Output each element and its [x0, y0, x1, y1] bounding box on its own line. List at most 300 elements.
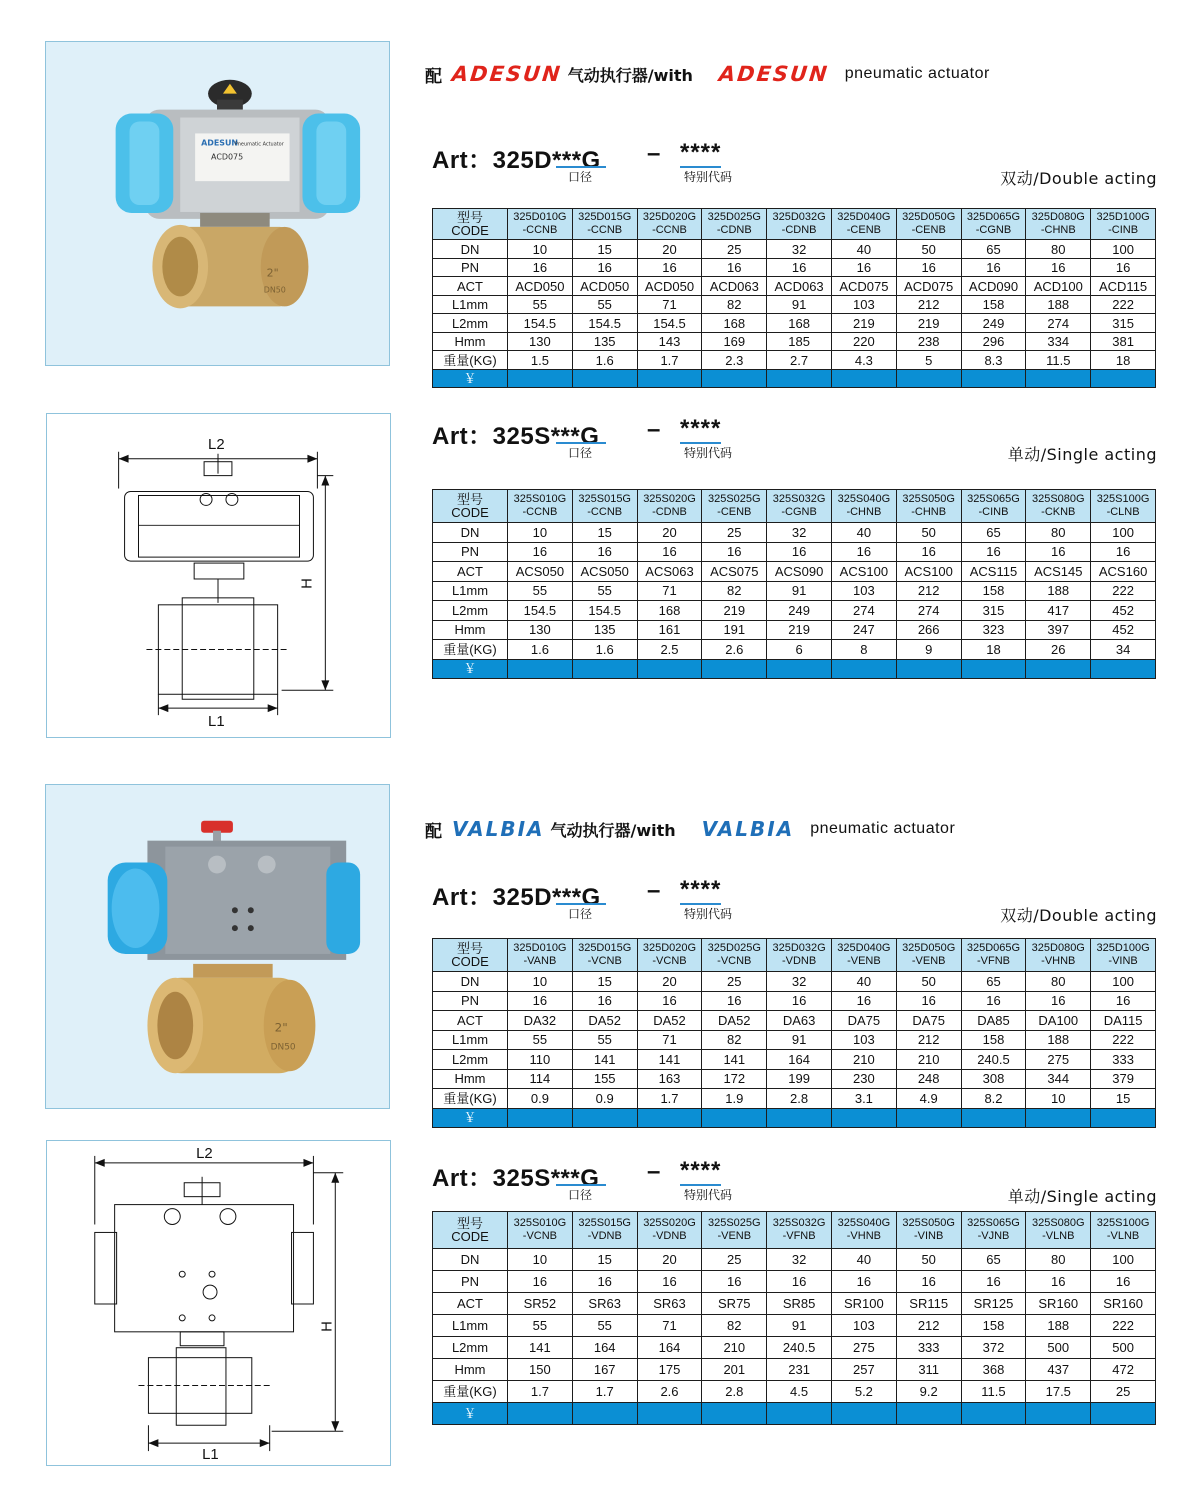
table-cell: 141 [572, 1050, 637, 1070]
code-header: 型号 CODE [433, 939, 508, 972]
price-cell [1091, 1108, 1156, 1128]
row-label: ACT [433, 1011, 508, 1031]
table-cell: 210 [702, 1337, 767, 1359]
table-cell: 50 [896, 523, 961, 543]
table-row [433, 523, 1156, 543]
table-cell: ACD115 [1091, 277, 1156, 296]
price-cell [572, 369, 637, 388]
table-cell: 154.5 [508, 601, 573, 621]
table-cell: 2.5 [637, 640, 702, 660]
table-cell: 65 [961, 1249, 1026, 1271]
spec-table-1 [432, 208, 1156, 388]
price-cell [1091, 659, 1156, 679]
dim-label-l1: L1 [208, 714, 225, 731]
table-cell: 16 [572, 542, 637, 562]
table-row [433, 258, 1156, 277]
code-cell: 325D040G -VENB [831, 939, 896, 972]
table-cell: 71 [637, 1315, 702, 1337]
table-cell: 16 [1026, 991, 1091, 1011]
table-row [433, 1359, 1156, 1381]
adesun-logo: ADESUN [450, 62, 564, 86]
price-cell [1026, 369, 1091, 388]
table-cell: 16 [896, 991, 961, 1011]
table-cell: 210 [896, 1050, 961, 1070]
table-cell: 16 [508, 542, 573, 562]
table-cell: 334 [1026, 332, 1091, 351]
table-cell: SR63 [572, 1293, 637, 1315]
table-cell: 1.7 [572, 1381, 637, 1403]
table-cell: 25 [702, 972, 767, 992]
table-cell: SR100 [831, 1293, 896, 1315]
table-cell: 16 [1091, 258, 1156, 277]
table-cell: 2.7 [767, 351, 832, 370]
table-cell: ACD063 [767, 277, 832, 296]
table-cell: 71 [637, 581, 702, 601]
table-cell: ACD075 [896, 277, 961, 296]
table-cell: 212 [896, 581, 961, 601]
code-cell: 325D040G -CENB [831, 209, 896, 240]
dim-label-h: H [319, 1321, 336, 1332]
row-label: 重量(KG) [433, 640, 508, 660]
table-row [433, 542, 1156, 562]
code-cell: 325D020G -VCNB [637, 939, 702, 972]
table-cell: 168 [767, 314, 832, 333]
table-row [433, 332, 1156, 351]
table-cell: 26 [1026, 640, 1091, 660]
table-cell: ACS090 [767, 562, 832, 582]
table-cell: 168 [702, 314, 767, 333]
table-cell: 154.5 [572, 314, 637, 333]
table-cell: 20 [637, 1249, 702, 1271]
price-cell [896, 1108, 961, 1128]
table-cell: 103 [831, 1030, 896, 1050]
table-cell: 50 [896, 972, 961, 992]
price-cell [961, 369, 1026, 388]
price-cell [767, 1403, 832, 1425]
table-cell: 175 [637, 1359, 702, 1381]
table-cell: ACD063 [702, 277, 767, 296]
table-cell: 219 [831, 314, 896, 333]
art-heading-2 [432, 416, 1157, 472]
code-row [433, 1212, 1156, 1249]
table-cell: 32 [767, 1249, 832, 1271]
table-cell: 40 [831, 523, 896, 543]
art-heading-3 [432, 877, 1157, 933]
table-cell: 1.6 [508, 640, 573, 660]
table-cell: 130 [508, 332, 573, 351]
table-cell: ACS075 [702, 562, 767, 582]
table-cell: 114 [508, 1069, 573, 1089]
table-cell: 50 [896, 240, 961, 259]
table-cell: DA100 [1026, 1011, 1091, 1031]
code-cell: 325D010G -VANB [508, 939, 573, 972]
table-cell: 16 [831, 1271, 896, 1293]
table-cell: 308 [961, 1069, 1026, 1089]
table-cell: 10 [508, 1249, 573, 1271]
code-cell: 325S015G -VDNB [572, 1212, 637, 1249]
table-cell: 219 [767, 620, 832, 640]
caliber-label: 口径 [568, 907, 593, 921]
table-cell: 266 [896, 620, 961, 640]
table-cell: 16 [508, 991, 573, 1011]
table-cell: SR160 [1026, 1293, 1091, 1315]
table-cell: 16 [508, 1271, 573, 1293]
table-cell: 275 [831, 1337, 896, 1359]
table-cell: 15 [572, 240, 637, 259]
price-cell [896, 369, 961, 388]
table-cell: 274 [896, 601, 961, 621]
table-cell: 55 [572, 581, 637, 601]
table-cell: 16 [572, 991, 637, 1011]
table-cell: 1.9 [702, 1089, 767, 1109]
code-cell: 325D025G -VCNB [702, 939, 767, 972]
table-cell: 220 [831, 332, 896, 351]
price-cell [1091, 1403, 1156, 1425]
art-code: Art：325S***G [432, 423, 600, 450]
table-cell: 333 [1091, 1050, 1156, 1070]
table-cell: 397 [1026, 620, 1091, 640]
table-cell: DA52 [702, 1011, 767, 1031]
table-row [433, 351, 1156, 370]
table-cell: DA52 [637, 1011, 702, 1031]
valve-mark: 2" [274, 1020, 288, 1035]
table-cell: SR75 [702, 1293, 767, 1315]
table-cell: 65 [961, 240, 1026, 259]
table-row [433, 314, 1156, 333]
art-dash: – [647, 1158, 661, 1185]
art-dash: – [647, 140, 661, 167]
table-cell: 50 [896, 1249, 961, 1271]
table-cell: 212 [896, 1315, 961, 1337]
table-cell: 40 [831, 240, 896, 259]
code-cell: 325D050G -CENB [896, 209, 961, 240]
table-cell: 25 [702, 523, 767, 543]
table-cell: 55 [572, 1315, 637, 1337]
spec-table-2 [432, 489, 1156, 679]
table-cell: 16 [637, 542, 702, 562]
table-cell: 40 [831, 972, 896, 992]
table-cell: 10 [508, 523, 573, 543]
row-label: Hmm [433, 1069, 508, 1089]
code-cell: 325S050G -VINB [896, 1212, 961, 1249]
table-cell: DA52 [572, 1011, 637, 1031]
valbia-logo-2: VALBIA [701, 817, 795, 841]
table-cell: 15 [572, 1249, 637, 1271]
brand-cn-text: 气动执行器/with [550, 820, 676, 840]
code-cell: 325S040G -VHNB [831, 1212, 896, 1249]
price-cell [961, 1403, 1026, 1425]
price-cell [1091, 369, 1156, 388]
table-cell: 55 [508, 581, 573, 601]
adesun-logo-2: ADESUN [717, 62, 830, 86]
table-cell: 296 [961, 332, 1026, 351]
table-row [433, 1030, 1156, 1050]
table-cell: 168 [637, 601, 702, 621]
table-cell: 231 [767, 1359, 832, 1381]
table-cell: 16 [1026, 258, 1091, 277]
code-cell: 325S010G -VCNB [508, 1212, 573, 1249]
table-cell: 16 [896, 542, 961, 562]
table-cell: 55 [508, 1030, 573, 1050]
table-cell: 201 [702, 1359, 767, 1381]
table-cell: 185 [767, 332, 832, 351]
price-label: ￥ [433, 1108, 508, 1128]
row-label: DN [433, 240, 508, 259]
brand-en-text: pneumatic actuator [810, 820, 956, 837]
table-cell: 344 [1026, 1069, 1091, 1089]
code-cell: 325S020G -VDNB [637, 1212, 702, 1249]
row-label: L2mm [433, 1050, 508, 1070]
table-cell: 219 [896, 314, 961, 333]
art-heading-4 [432, 1158, 1157, 1214]
code-cell: 325S010G -CCNB [508, 490, 573, 523]
code-cell: 325D080G -VHNB [1026, 939, 1091, 972]
table-cell: 333 [896, 1337, 961, 1359]
code-cell: 325S065G -CINB [961, 490, 1026, 523]
row-label: Hmm [433, 620, 508, 640]
table-cell: 55 [508, 295, 573, 314]
table-cell: 16 [767, 542, 832, 562]
table-cell: 16 [572, 1271, 637, 1293]
table-cell: 210 [831, 1050, 896, 1070]
code-row [433, 939, 1156, 972]
table-cell: 219 [702, 601, 767, 621]
table-cell: 212 [896, 295, 961, 314]
row-label: ACT [433, 277, 508, 296]
table-cell: 1.6 [572, 640, 637, 660]
table-cell: 2.3 [702, 351, 767, 370]
table-cell: 5 [896, 351, 961, 370]
table-cell: 167 [572, 1359, 637, 1381]
table-cell: 16 [961, 258, 1026, 277]
spec-table-4 [432, 1211, 1156, 1425]
code-cell: 325S080G -CKNB [1026, 490, 1091, 523]
price-cell [767, 369, 832, 388]
dim-label-l1: L1 [202, 1447, 219, 1464]
table-cell: 4.3 [831, 351, 896, 370]
table-cell: 15 [1091, 1089, 1156, 1109]
valve-mark-dn: DN50 [263, 285, 286, 295]
table-cell: 16 [1026, 542, 1091, 562]
caliber-label: 口径 [568, 446, 593, 460]
table-cell: 379 [1091, 1069, 1156, 1089]
table-cell: ACD075 [831, 277, 896, 296]
dim-label-h: H [299, 578, 316, 589]
table-cell: 16 [961, 1271, 1026, 1293]
table-cell: 100 [1091, 1249, 1156, 1271]
table-cell: 5.2 [831, 1381, 896, 1403]
code-cell: 325D080G -CHNB [1026, 209, 1091, 240]
art-dash: – [647, 416, 661, 443]
special-code-stars: **** [680, 139, 722, 166]
code-cell: 325S020G -CDNB [637, 490, 702, 523]
table-cell: 1.7 [508, 1381, 573, 1403]
table-row [433, 1315, 1156, 1337]
table-cell: 18 [1091, 351, 1156, 370]
code-cell: 325D010G -CCNB [508, 209, 573, 240]
table-cell: 16 [1091, 542, 1156, 562]
table-cell: 80 [1026, 523, 1091, 543]
table-cell: 4.9 [896, 1089, 961, 1109]
row-label: PN [433, 542, 508, 562]
price-cell [637, 659, 702, 679]
table-cell: 381 [1091, 332, 1156, 351]
code-cell: 325D065G -CGNB [961, 209, 1026, 240]
table-cell: 437 [1026, 1359, 1091, 1381]
table-cell: 3.1 [831, 1089, 896, 1109]
price-cell [896, 1403, 961, 1425]
price-cell [1026, 1403, 1091, 1425]
table-cell: 169 [702, 332, 767, 351]
table-cell: 55 [572, 1030, 637, 1050]
price-row [433, 1403, 1156, 1425]
price-cell [702, 1108, 767, 1128]
table-cell: 80 [1026, 972, 1091, 992]
table-cell: 4.5 [767, 1381, 832, 1403]
table-cell: 91 [767, 581, 832, 601]
table-cell: 141 [702, 1050, 767, 1070]
code-cell: 325D015G -VCNB [572, 939, 637, 972]
table-cell: 16 [896, 258, 961, 277]
acting-type: 单动/Single acting [1007, 1187, 1157, 1206]
table-cell: DA63 [767, 1011, 832, 1031]
row-label: ACT [433, 1293, 508, 1315]
valve-mark-dn: DN50 [270, 1042, 296, 1053]
table-cell: 315 [961, 601, 1026, 621]
code-cell: 325D065G -VFNB [961, 939, 1026, 972]
price-cell [702, 659, 767, 679]
code-cell: 325S040G -CHNB [831, 490, 896, 523]
acting-type: 单动/Single acting [1007, 445, 1157, 464]
valve-actuator-illustration [46, 42, 389, 365]
table-cell: 16 [831, 991, 896, 1011]
table-cell: 16 [1091, 991, 1156, 1011]
table-cell: 150 [508, 1359, 573, 1381]
table-cell: 452 [1091, 620, 1156, 640]
code-cell: 325D015G -CCNB [572, 209, 637, 240]
table-row [433, 581, 1156, 601]
table-cell: DA85 [961, 1011, 1026, 1031]
price-label: ￥ [433, 1403, 508, 1425]
table-cell: 257 [831, 1359, 896, 1381]
table-cell: 82 [702, 1315, 767, 1337]
table-cell: 164 [767, 1050, 832, 1070]
code-cell: 325S032G -VFNB [767, 1212, 832, 1249]
table-cell: 222 [1091, 581, 1156, 601]
table-cell: ACS160 [1091, 562, 1156, 582]
table-cell: 18 [961, 640, 1026, 660]
table-cell: SR115 [896, 1293, 961, 1315]
price-row [433, 1108, 1156, 1128]
table-cell: 135 [572, 620, 637, 640]
table-cell: ACS100 [896, 562, 961, 582]
special-code-label: 特别代码 [684, 1188, 733, 1202]
table-cell: ACD050 [508, 277, 573, 296]
price-cell [572, 1403, 637, 1425]
table-row [433, 601, 1156, 621]
price-row [433, 659, 1156, 679]
special-code-stars: **** [680, 1157, 722, 1184]
table-cell: 100 [1091, 240, 1156, 259]
table-cell: 100 [1091, 523, 1156, 543]
table-cell: 8.3 [961, 351, 1026, 370]
table-cell: 32 [767, 240, 832, 259]
table-cell: 91 [767, 295, 832, 314]
table-cell: 10 [508, 972, 573, 992]
table-cell: 80 [1026, 1249, 1091, 1271]
table-cell: 16 [961, 542, 1026, 562]
table-cell: 1.7 [637, 1089, 702, 1109]
table-cell: 34 [1091, 640, 1156, 660]
table-cell: 10 [508, 240, 573, 259]
code-cell: 325S025G -VENB [702, 1212, 767, 1249]
code-cell: 325D100G -VINB [1091, 939, 1156, 972]
table-row [433, 562, 1156, 582]
price-row [433, 369, 1156, 388]
table-cell: 16 [961, 991, 1026, 1011]
table-row [433, 1381, 1156, 1403]
table-row [433, 277, 1156, 296]
price-cell [702, 369, 767, 388]
table-cell: 372 [961, 1337, 1026, 1359]
row-label: Hmm [433, 1359, 508, 1381]
code-cell: 325S100G -CLNB [1091, 490, 1156, 523]
table-row [433, 240, 1156, 259]
table-cell: 154.5 [637, 314, 702, 333]
table-cell: 188 [1026, 581, 1091, 601]
table-cell: 91 [767, 1030, 832, 1050]
table-cell: 240.5 [767, 1337, 832, 1359]
table-cell: 55 [572, 295, 637, 314]
table-cell: 154.5 [508, 314, 573, 333]
row-label: ACT [433, 562, 508, 582]
table-row [433, 991, 1156, 1011]
art-code: Art：325D***G [432, 147, 601, 174]
table-cell: 16 [767, 258, 832, 277]
table-cell: 158 [961, 1030, 1026, 1050]
table-cell: ACD050 [572, 277, 637, 296]
table-cell: 172 [702, 1069, 767, 1089]
table-cell: ACS145 [1026, 562, 1091, 582]
table-cell: ACS115 [961, 562, 1026, 582]
table-cell: 16 [572, 258, 637, 277]
row-label: 重量(KG) [433, 351, 508, 370]
table-cell: 2.8 [702, 1381, 767, 1403]
price-cell [896, 659, 961, 679]
table-cell: ACD050 [637, 277, 702, 296]
table-cell: 40 [831, 1249, 896, 1271]
table-cell: 16 [702, 258, 767, 277]
special-code-label: 特别代码 [684, 446, 733, 460]
table-cell: 188 [1026, 1315, 1091, 1337]
table-cell: 16 [896, 1271, 961, 1293]
code-cell: 325D032G -CDNB [767, 209, 832, 240]
table-cell: 249 [767, 601, 832, 621]
table-row [433, 295, 1156, 314]
table-cell: 274 [831, 601, 896, 621]
row-label: L1mm [433, 1030, 508, 1050]
table-cell: SR85 [767, 1293, 832, 1315]
table-cell: 164 [572, 1337, 637, 1359]
table-row [433, 1249, 1156, 1271]
price-cell [767, 659, 832, 679]
table-cell: 20 [637, 972, 702, 992]
brand-prefix: 配 [425, 66, 442, 87]
price-cell [508, 1108, 573, 1128]
price-cell [637, 1403, 702, 1425]
valve-mark: 2" [266, 266, 279, 280]
brand-prefix: 配 [425, 821, 442, 842]
